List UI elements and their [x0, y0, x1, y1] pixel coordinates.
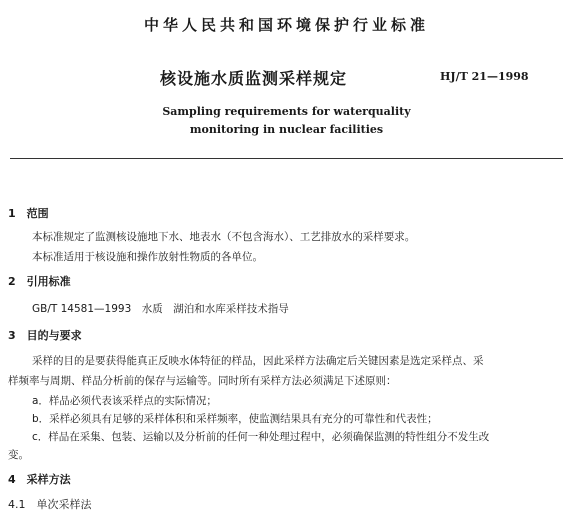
- principle-c-line-2: 变。: [8, 449, 29, 461]
- section-1-paragraph-1: 本标准规定了监测核设施地下水、地表水（不包含海水）、工艺排放水的采样要求。: [32, 231, 416, 243]
- standard-category-header: 中华人民共和国环境保护行业标准: [143, 16, 429, 34]
- document-title: 核设施水质监测采样规定: [160, 69, 348, 88]
- section-2-heading: 2 引用标准: [8, 275, 71, 288]
- section-3-paragraph-line-1: 采样的目的是要获得能真正反映水体特征的样品，因此采样方法确定后关键因素是选定采样点、采: [32, 355, 484, 367]
- section-1-paragraph-2: 本标准适用于核设施和操作放射性物质的各单位。: [32, 251, 263, 263]
- principle-a: a．样品必须代表该采样点的实际情况；: [32, 395, 217, 407]
- section-3-heading: 3 目的与要求: [8, 329, 82, 342]
- section-1-heading: 1 范围: [8, 207, 49, 220]
- section-3-paragraph-line-2: 样频率与周期、样品分析前的保存与运输等。同时所有采样方法必须满足下述原则：: [8, 375, 397, 387]
- english-title-line-2: monitoring in nuclear facilities: [189, 123, 384, 136]
- subsection-4-1-heading: 4.1 单次采样法: [8, 498, 92, 511]
- english-title-line-1: Sampling requirements for waterquality: [162, 105, 411, 118]
- principle-b: b．采样必须具有足够的采样体积和采样频率，使监测结果具有充分的可靠性和代表性；: [32, 413, 438, 425]
- standard-code: HJ/T 21—1998: [440, 70, 529, 83]
- section-4-heading: 4 采样方法: [8, 473, 71, 486]
- title-divider: [10, 158, 563, 159]
- normative-reference: GB/T 14581—1993 水质 湖泊和水库采样技术指导: [32, 303, 289, 315]
- principle-c-line-1: c．样品在采集、包装、运输以及分析前的任何一种处理过程中，必须确保监测的特性组分不发生改: [32, 431, 490, 443]
